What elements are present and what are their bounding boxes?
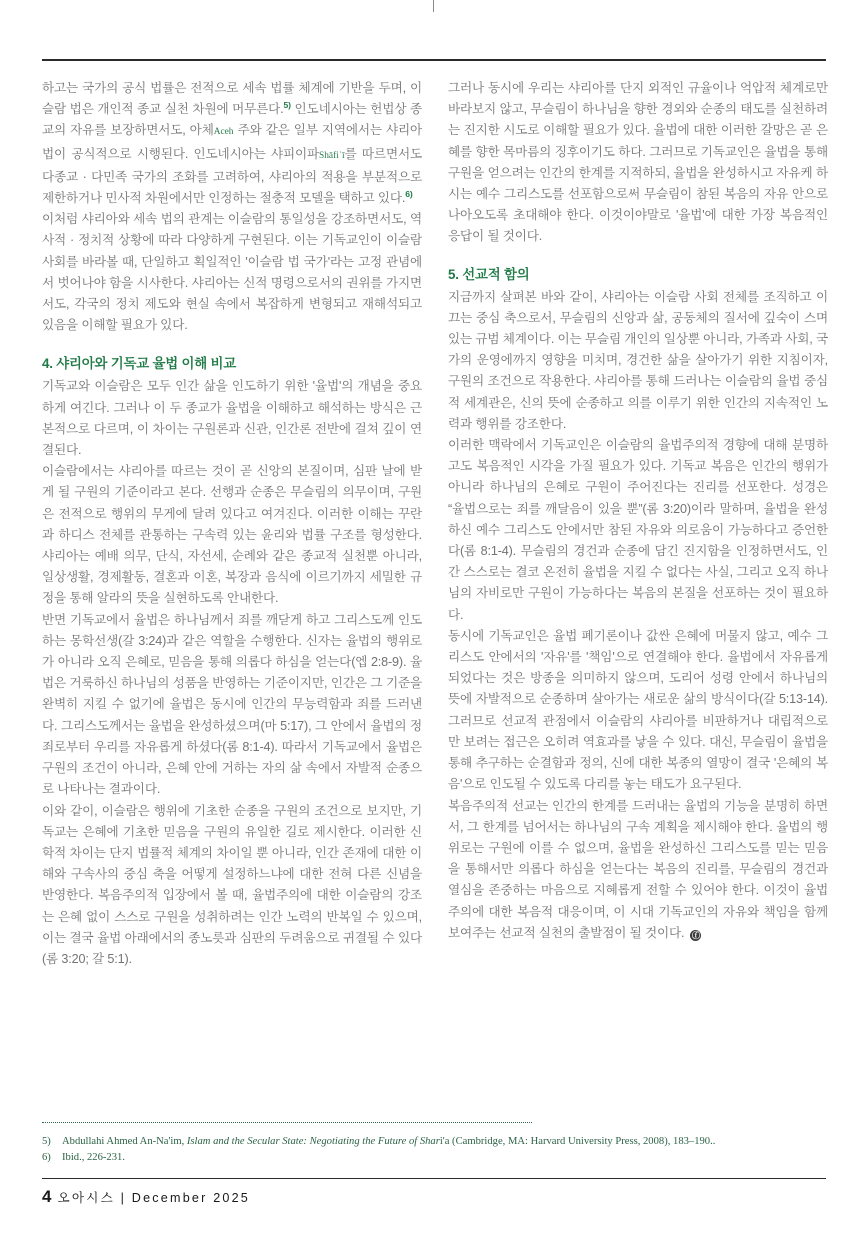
- paragraph: [42, 610, 422, 801]
- paragraph: [448, 796, 828, 944]
- body-text: 이러한 맥락에서 기독교인은 이슬람의 율법주의적 경향에 대해 분명하고도 복음적인 시각을 가질 필요가 있다. 기독교 복음은 인간의 행위가 아니라 하나님의 은혜로 구원이 주어진다는 진리를 선포한다. 성경은 “율법으로는 죄를 깨달음이 있을 뿐”(롬 3:20)이라 말하며, 율법을 완성하신 예수 그리스도 안에서만 참된 자유와 의로움이 가능하다고 증언한다(롬 8:1-4). 무슬림의 경건과 순종에 담긴 진지함을 인정하면서도, 인간 스스로는 결코 온전히 율법을 지킬 수 없다는 사실, 그리고 오직 하나님의 자비로만 구원이 가능하다는 복음의 본질을 선포하는 것이 필요하다.: [448, 438, 828, 622]
- body-text: 인도네시아는 헌법상 종교의 자유를 보장하면서도, 아체: [42, 102, 422, 138]
- body-text: 기독교와 이슬람은 모두 인간 삶을 인도하기 위한 '율법'의 개념을 중요하게 여긴다. 그러나 이 두 종교가 율법을 이해하고 해석하는 방식은 근본적으로 다르며, 이 차이는 구원론과 신관, 인간론 전반에 걸쳐 깊이 연결된다.: [42, 379, 422, 458]
- body-text: 하고는 국가의 공식 법률은 전적으로 세속 법률 체계에 기반을 두며, 이슬람 법은 개인적 종교 실천 차원에 머무른다.: [42, 81, 422, 117]
- paragraph: [448, 287, 828, 435]
- paragraph: [448, 626, 828, 796]
- paragraph: [448, 78, 828, 248]
- footnote-text-run: Ibid., 226-231.: [62, 1151, 125, 1163]
- paragraph: [448, 435, 828, 626]
- body-text: 이와 같이, 이슬람은 행위에 기초한 순종을 구원의 조건으로 보지만, 기독교는 은혜에 기초한 믿음을 구원의 유일한 길로 제시한다. 이러한 신학적 차이는 단지 법률적 체계의 차이일 뿐 아니라, 인간 존재에 대한 이해와 구속사의 중심 축을 어떻게 설정하느냐에 대한 전혀 다른 신념을 반영한다. 복음주의적 입장에서 볼 때, 율법주의에 대한 이슬람의 강조는 은혜 없이 스스로 구원을 성취하려는 인간 노력의 반복일 수 있으며, 이는 결국 율법 아래에서의 종노릇과 심판의 두려움으로 귀결될 수 있다(롬 3:20; 갈 5:1).: [42, 803, 422, 966]
- transliteration-term: Shāfiʿī: [319, 150, 345, 161]
- paragraph: [42, 78, 422, 209]
- body-text: 반면 기독교에서 율법은 하나님께서 죄를 깨닫게 하고 그리스도께 인도하는 몽학선생(갈 3:24)과 같은 역할을 수행한다. 신자는 율법의 행위로가 아니라 오직 은혜로, 믿음을 통해 의롭다 하심을 얻는다(엡 2:8-9). 율법은 거룩하신 하나님의 성품을 반영하는 기준이지만, 인간은 그 기준을 완벽히 지킬 수 없기에 율법은 동시에 인간의 무능력함과 죄를 드러낸다. 그리스도께서는 율법을 완성하셨으며(마 5:17), 그 안에서 율법의 정죄로부터 우리를 자유롭게 하셨다(롬 8:1-4). 따라서 기독교에서 율법은 구원의 조건이 아니라, 은혜 안에 거하는 자의 삶 속에서 자발적 순종으로 나타나는 결과이다.: [42, 612, 422, 797]
- page-number: 4: [42, 1187, 52, 1206]
- body-text: 이처럼 샤리아와 세속 법의 관계는 이슬람의 통일성을 강조하면서도, 역사적 · 정치적 상황에 따라 다양하게 구현된다. 이는 기독교인이 이슬람 사회를 바라볼 때, 단일하고 획일적인 '이슬람 법 국가'라는 고정 관념에서 벗어나야 함을 시사한다. 샤리아는 신적 명령으로서의 권위를 가지면서도, 각국의 정치 제도와 현실 속에서 복잡하게 변형되고 재해석되고 있음을 이해할 필요가 있다.: [42, 212, 422, 333]
- section-heading-4: 4. 샤리아와 기독교 율법 이해 비교: [42, 356, 236, 372]
- footnote-item: [42, 1134, 832, 1150]
- left-column: [42, 78, 422, 970]
- page-footer: [42, 1187, 250, 1207]
- footnote-list: [42, 1134, 832, 1165]
- body-text: 그러나 동시에 우리는 샤리아를 단지 외적인 규율이나 억압적 체계로만 바라보지 않고, 무슬림이 하나님을 향한 경외와 순종의 태도를 실천하려는 진지한 시도로 이해할 필요가 있다. 율법에 대한 이러한 갈망은 곧 은혜를 향한 목마름의 징후이기도 하다. 그러므로 기독교인은 율법을 통해 구원을 얻으려는 인간의 한계를 지적하되, 율법을 완성하시고 자유케 하시는 예수 그리스도를 선포함으로써 무슬림이 참된 복음의 자유 안으로 나아오도록 초대해야 한다. 이것이야말로 '율법'에 대한 가장 복음적인 응답이 될 것이다.: [448, 81, 828, 244]
- publication-label: 오아시스 | December 2025: [57, 1191, 251, 1205]
- body-text: 이슬람에서는 샤리아를 따르는 것이 곧 신앙의 본질이며, 심판 날에 받게 될 구원의 기준이라고 본다. 선행과 순종은 무슬림의 의무이며, 구원은 전적으로 행위의 무게에 달려 있다고 여겨진다. 이러한 이해는 꾸란과 하디스 전체를 관통하는 구속력 있는 윤리와 법률 구조를 형성한다. 샤리아는 예배 의무, 단식, 자선세, 순례와 같은 종교적 실천뿐 아니라, 일상생활, 경제활동, 결혼과 이혼, 복장과 음식에 이르기까지 세밀한 규정을 통해 알라의 뜻을 실현하도록 안내한다.: [42, 464, 422, 606]
- body-text: 동시에 기독교인은 율법 폐기론이나 값싼 은혜에 머물지 않고, 예수 그리스도 안에서의 '자유'를 '책임'으로 연결해야 한다. 율법에서 자유롭게 되었다는 것은 방종을 의미하지 않으며, 도리어 성령 안에서 하나님의 뜻에 자발적으로 순종하며 살아가는 새로운 삶의 방식이다(갈 5:13-14). 그러므로 선교적 관점에서 이슬람의 샤리아를 비판하거나 대립적으로만 보려는 접근은 오히려 역효과를 낳을 수 있다. 대신, 무슬림이 율법을 통해 추구하는 순결함과 정의, 신에 대한 복종의 열망이 결국 '은혜의 복음'으로 인도될 수 있도록 다리를 놓는 태도가 요구된다.: [448, 628, 828, 792]
- body-text: 지금까지 살펴본 바와 같이, 샤리아는 이슬람 사회 전체를 조직하고 이끄는 중심 축으로서, 무슬림의 신앙과 삶, 공동체의 질서에 깊숙이 스며 있는 규범 체계이다. 이는 무슬림 개인의 일상뿐 아니라, 가족과 사회, 국가의 운영에까지 영향을 미치며, 경건한 삶을 살아가기 위한 지침이자, 구원의 조건으로 작용한다. 샤리아를 통해 드러나는 이슬람의 율법 중심적 세계관은, 신의 뜻에 순종하고 의를 이루기 위한 인간의 지속적인 노력과 행위를 강조한다.: [448, 289, 828, 431]
- footnote-text: [62, 1150, 125, 1166]
- header-rule-divider: [42, 59, 826, 61]
- footnote-item: [42, 1150, 832, 1166]
- paragraph: [42, 376, 422, 461]
- body-text: 를 따르면서도 다종교 · 다민족 국가의 조화를 고려하여, 샤리아의 적용을 부분적으로 제한하거나 민사적 차원에서만 인정하는 절충적 모델을 택하고 있다.: [42, 146, 422, 206]
- footnote-text-run: Abdullahi Ahmed An-Na'im,: [62, 1136, 187, 1147]
- two-column-body: [42, 78, 828, 970]
- crop-mark-icon: [433, 0, 434, 12]
- paragraph: [42, 209, 422, 336]
- footnote-number: 5): [42, 1136, 51, 1147]
- section-heading-5: 5. 선교적 함의: [448, 266, 530, 282]
- footnote-number: 6): [42, 1151, 51, 1163]
- footnote-reference[interactable]: 5): [283, 100, 291, 111]
- paragraph: [42, 801, 422, 971]
- article-end-mark-icon: ⓕ: [691, 930, 700, 940]
- body-text: 복음주의적 선교는 인간의 한계를 드러내는 율법의 기능을 분명히 하면서, 그 한계를 넘어서는 하나님의 구속 계획을 제시해야 한다. 율법의 행위로는 구원에 이를 수 없으며, 율법을 완성하신 그리스도를 믿는 믿음을 통해서만 의롭다 하심을 얻는다는 복음의 진리를, 무슬림의 경건과 열심을 존중하는 마음으로 지혜롭게 전할 수 있어야 한다. 이것이 율법주의에 대한 복음적 대응이며, 이 시대 기독교인의 자유와 책임을 함께 보여주는 선교적 실천의 출발점이 될 것이다.: [448, 798, 828, 940]
- right-column: [448, 78, 828, 970]
- paragraph: [42, 461, 422, 609]
- footnote-text: [62, 1134, 715, 1150]
- footer-rule-divider: [42, 1178, 826, 1179]
- body-text: 주와 같은 일부 지역에서는 샤리아 법이 공식적으로 시행된다. 인도네시아는 샤피이파: [42, 123, 422, 161]
- footnote-text-run: i'a (Cambridge, MA: Harvard University Press, 2008), 183–190..: [439, 1136, 716, 1147]
- transliteration-term: Aceh: [213, 127, 234, 138]
- footnote-reference[interactable]: 6): [405, 188, 413, 199]
- footnote-title-italic: Islam and the Secular State: Negotiating the Future of Shar: [186, 1136, 440, 1147]
- footnote-divider: [42, 1122, 532, 1123]
